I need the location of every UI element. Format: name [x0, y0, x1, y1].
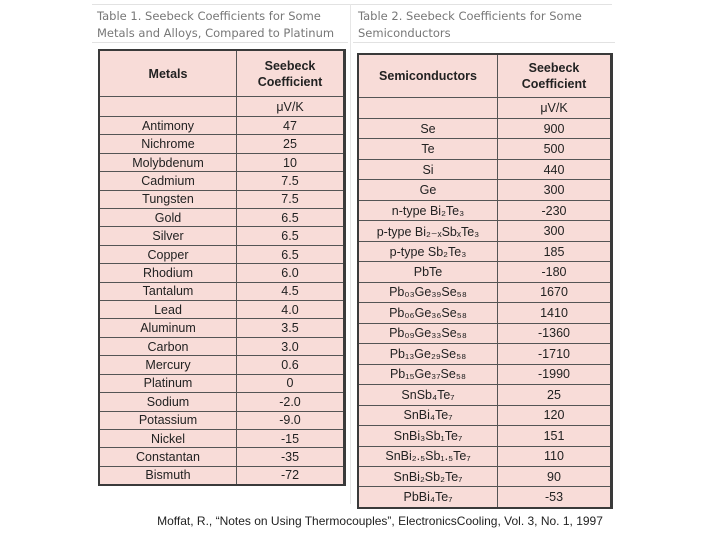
value-cell: 440	[543, 162, 565, 177]
value-cell: -53	[544, 490, 564, 505]
material-cell: SnBi₄Te₇	[359, 406, 498, 425]
value-cell: -35	[280, 450, 300, 465]
table-row	[359, 160, 610, 180]
material-cell: Rhodium	[100, 264, 237, 281]
value-cell: 25	[283, 137, 297, 152]
material-cell: Constantan	[100, 448, 237, 465]
value-cell: 900	[543, 121, 565, 136]
material-cell: SnBi₂Sb₂Te₇	[359, 467, 498, 486]
material-cell: n-type Bi₂Te₃	[359, 201, 498, 220]
value-cell: 6.5	[281, 210, 299, 225]
value-cell: 90	[547, 469, 561, 484]
value-cell: 300	[543, 183, 565, 198]
value-cell: 300	[543, 224, 565, 239]
material-cell: SnBi₃Sb₁Te₇	[359, 426, 498, 445]
header-row	[359, 55, 610, 98]
material-cell: Potassium	[100, 412, 237, 429]
table-row	[359, 119, 610, 139]
table-row	[359, 447, 610, 467]
table-row	[100, 356, 343, 374]
value-cell: 4.5	[281, 284, 299, 299]
table-row	[100, 301, 343, 319]
material-cell: Pb₀₆Ge₃₆Se₅₈	[359, 303, 498, 322]
table-row	[359, 201, 610, 221]
material-cell: Sodium	[100, 393, 237, 410]
value-cell: -9.0	[279, 413, 301, 428]
title-line: Table 1. Seebeck Coefficients for Some	[97, 9, 321, 23]
header-text: Seebeck	[264, 58, 316, 73]
metals-table	[98, 49, 346, 486]
value-cell: 6.0	[281, 265, 299, 280]
material-cell: Nickel	[100, 430, 237, 447]
material-cell: Tantalum	[100, 283, 237, 300]
material-cell: Silver	[100, 227, 237, 244]
table-row	[100, 246, 343, 264]
value-cell: -1360	[538, 326, 570, 341]
table-row	[100, 448, 343, 466]
value-cell: 3.5	[281, 321, 299, 336]
table-row	[359, 467, 610, 487]
material-cell: PbTe	[359, 262, 498, 281]
table-row	[359, 139, 610, 159]
value-cell: 6.5	[281, 229, 299, 244]
table-row	[359, 303, 610, 323]
material-cell: Lead	[100, 301, 237, 318]
table2-title	[358, 8, 582, 42]
header-metals: Metals	[100, 51, 237, 96]
material-cell: Aluminum	[100, 319, 237, 336]
table-row	[359, 385, 610, 405]
value-cell: 3.0	[281, 339, 299, 354]
table-row	[359, 487, 610, 506]
unit-row	[359, 98, 610, 119]
material-cell: Bismuth	[100, 467, 237, 484]
table-row	[359, 324, 610, 344]
value-cell: 10	[283, 155, 297, 170]
material-cell: Tungsten	[100, 191, 237, 208]
table-row	[100, 264, 343, 282]
value-cell: 0.6	[281, 357, 299, 372]
value-cell: 7.5	[281, 192, 299, 207]
table-row	[100, 283, 343, 301]
table-row	[359, 426, 610, 446]
value-cell: -230	[541, 203, 567, 218]
header-text: Coefficient	[521, 77, 587, 91]
table-row	[100, 430, 343, 448]
material-cell: Pb₀₉Ge₃₃Se₅₈	[359, 324, 498, 343]
unit-row	[100, 97, 343, 117]
material-cell: Nichrome	[100, 135, 237, 152]
value-cell: 25	[547, 387, 561, 402]
value-cell: 500	[543, 142, 565, 157]
value-cell: -72	[280, 468, 300, 483]
value-cell: 120	[543, 408, 565, 423]
value-cell: -180	[541, 265, 567, 280]
material-cell: Cadmium	[100, 172, 237, 189]
title-line: Semiconductors	[358, 26, 451, 40]
value-cell: 1670	[540, 285, 568, 300]
title-line: Table 2. Seebeck Coefficients for Some	[358, 9, 582, 23]
material-cell: Carbon	[100, 338, 237, 355]
table-row	[100, 227, 343, 245]
table-row	[100, 467, 343, 484]
table-row	[100, 338, 343, 356]
material-cell: Antimony	[100, 117, 237, 134]
material-cell: Ge	[359, 180, 498, 199]
table-row	[359, 406, 610, 426]
empty-cell	[359, 98, 498, 118]
value-cell: 4.0	[281, 302, 299, 317]
material-cell: Gold	[100, 209, 237, 226]
value-cell: 110	[544, 449, 564, 464]
header-row	[100, 51, 343, 97]
unit-cell: μV/K	[276, 99, 304, 114]
empty-cell	[100, 97, 237, 116]
table-row	[359, 283, 610, 303]
table-row	[100, 375, 343, 393]
table-row	[359, 180, 610, 200]
table-row	[359, 344, 610, 364]
material-cell: SnSb₄Te₇	[359, 385, 498, 404]
value-cell: 1410	[540, 305, 568, 320]
value-cell: 0	[286, 376, 294, 391]
material-cell: Pb₁₅Ge₃₇Se₅₈	[359, 365, 498, 384]
table-row	[359, 365, 610, 385]
material-cell: Mercury	[100, 356, 237, 373]
value-cell: -15	[280, 431, 300, 446]
value-cell: 6.5	[281, 247, 299, 262]
material-cell: Pb₁₃Ge₂₉Se₅₈	[359, 344, 498, 363]
table-row	[100, 209, 343, 227]
value-cell: 7.5	[281, 173, 299, 188]
table-row	[100, 172, 343, 190]
header-seebeck	[237, 51, 343, 96]
material-cell: Si	[359, 160, 498, 179]
header-text: Coefficient	[257, 74, 323, 89]
table-row	[100, 135, 343, 153]
semiconductors-table	[357, 53, 613, 509]
material-cell: Molybdenum	[100, 154, 237, 171]
material-cell: Copper	[100, 246, 237, 263]
table-row	[100, 154, 343, 172]
value-cell: -1990	[538, 367, 570, 382]
table-row	[359, 262, 610, 282]
header-seebeck	[498, 55, 610, 97]
value-cell: 47	[283, 118, 297, 133]
material-cell: p-type Bi₂₋ₓSbₓTe₃	[359, 221, 498, 240]
value-cell: 151	[543, 428, 565, 443]
header-semiconductors: Semiconductors	[359, 55, 498, 97]
material-cell: Platinum	[100, 375, 237, 392]
table-row	[100, 117, 343, 135]
material-cell: p-type Sb₂Te₃	[359, 242, 498, 261]
table-row	[100, 319, 343, 337]
citation-caption: Moffat, R., “Notes on Using Thermocouples”, ElectronicsCooling, Vol. 3, No. 1, 1997	[157, 514, 603, 528]
table-row	[100, 191, 343, 209]
table-row	[100, 412, 343, 430]
value-cell: -1710	[538, 346, 570, 361]
material-cell: PbBi₄Te₇	[359, 487, 498, 506]
header-text: Seebeck	[528, 61, 580, 75]
value-cell: 185	[543, 244, 565, 259]
value-cell: -2.0	[279, 394, 301, 409]
title-line: Metals and Alloys, Compared to Platinum	[97, 26, 335, 40]
table-row	[359, 221, 610, 241]
material-cell: Te	[359, 139, 498, 158]
unit-cell: μV/K	[540, 101, 568, 115]
material-cell: Se	[359, 119, 498, 138]
table-row	[359, 242, 610, 262]
material-cell: Pb₀₃Ge₃₉Se₅₈	[359, 283, 498, 302]
table1-title	[97, 8, 334, 42]
material-cell: SnBi₂.₅Sb₁.₅Te₇	[359, 447, 498, 466]
table-row	[100, 393, 343, 411]
